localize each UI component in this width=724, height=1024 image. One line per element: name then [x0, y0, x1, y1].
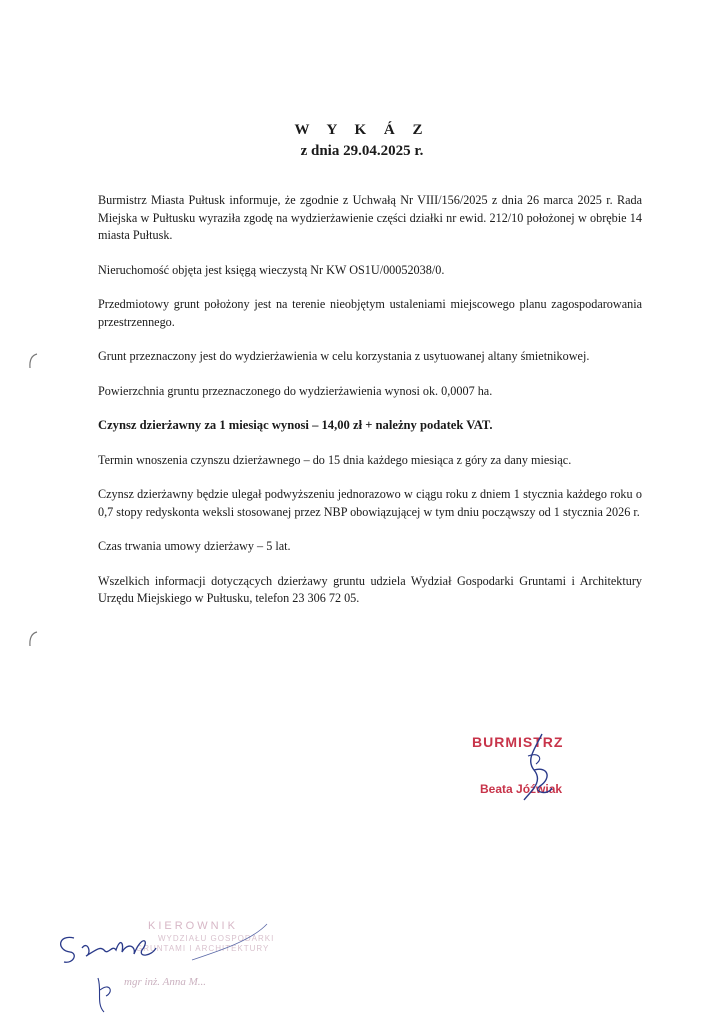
- paragraph-payment-term: Termin wnoszenia czynszu dzierżawnego – do 15 dnia każdego miesiąca z góry za dany miesiąc.: [98, 452, 572, 467]
- paragraph-area: Powierzchnia gruntu przeznaczonego do wydzierżawienia wynosi ok. 0,0007 ha.: [98, 383, 493, 398]
- paragraph-purpose: Grunt przeznaczony jest do wydzierżawienia w celu korzystania z usytuowanej altany śmietnikowej.: [98, 349, 590, 363]
- stamp2-line2: WYDZIAŁU GOSPODARKI: [158, 934, 275, 943]
- stamp-name: Beata Jóźwiak: [480, 782, 563, 796]
- punch-hole-mark: [26, 352, 40, 370]
- paragraph-indexation: Czynsz dzierżawny będzie ulegał podwyższeniu jednorazowo w ciągu roku z dniem 1 stycznia każdego roku o 0,7 stopy redyskonta weksli stosowanej przez NBP obowiązującej w tym dniu począwszy od 1 stycznia 2026 r.: [98, 487, 642, 519]
- document-date: z dnia 29.04.2025 r.: [300, 143, 424, 159]
- paragraph-rent: Czynsz dzierżawny za 1 miesiąc wynosi – 14,00 zł + należny podatek VAT.: [98, 418, 493, 432]
- handwritten-initials: [52, 920, 275, 1020]
- mayor-signature-stamp: [470, 734, 630, 814]
- paragraph-land-register: Nieruchomość objęta jest księgą wieczystą Nr KW OS1U/00052038/0.: [98, 262, 445, 277]
- handwritten-signature: [504, 730, 564, 810]
- department-head-stamp: [52, 920, 312, 1020]
- paragraph-intro: Burmistrz Miasta Pułtusk informuje, że zgodnie z Uchwałą Nr VIII/156/2025 z dnia 26 marca 2025 r. Rada Miejska w Pułtusku wyraziła zgodę na wydzierżawienie części działki nr ewid. 212/10 położonej w obrębie 14 miasta Pułtusk.: [98, 193, 642, 242]
- stamp2-line4: mgr inż. Anna M...: [124, 976, 206, 988]
- paragraph-duration: Czas trwania umowy dzierżawy – 5 lat.: [98, 539, 291, 553]
- stamp2-line3: GRUNTAMI I ARCHITEKTURY: [136, 944, 270, 953]
- document-body: [98, 192, 642, 625]
- paragraph-contact: Wszelkich informacji dotyczących dzierżawy gruntu udziela Wydział Gospodarki Gruntami i Architektury Urzędu Miejskiego w Pułtusku, telefon 23 306 72 05.: [98, 573, 642, 605]
- document-title: W Y K Á Z: [294, 122, 430, 138]
- paragraph-zoning: Przedmiotowy grunt położony jest na terenie nieobjętym ustaleniami miejscowego planu zagospodarowania przestrzennego.: [98, 297, 642, 329]
- stamp2-line1: KIEROWNIK: [148, 920, 238, 932]
- stamp-role: BURMISTRZ: [472, 734, 564, 750]
- punch-hole-mark: [26, 630, 40, 648]
